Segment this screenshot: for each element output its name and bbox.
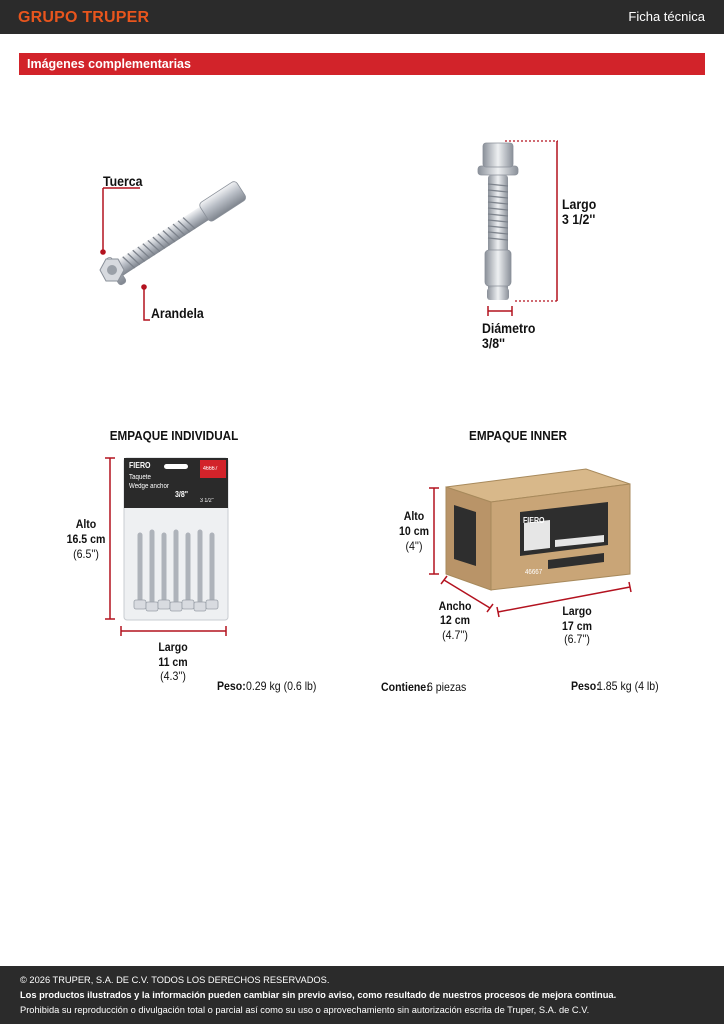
diameter-value: 3/8'' [482, 335, 505, 351]
footer [0, 966, 724, 1024]
brand-logo: GRUPO TRUPER [18, 9, 150, 26]
section-title: Imágenes complementarias [27, 57, 191, 71]
bag-length: 3 1/2" [200, 498, 214, 504]
inner-length-label: Largo [562, 604, 592, 618]
inner-length-metric: 17 cm [562, 619, 592, 633]
bag-name: Taquete [129, 474, 151, 481]
footer-prohibition: Prohibida su reproducción o divulgación total o parcial así como su uso o aprovechamiento sin autorización escrita de Truper, S.A. de C.V. [20, 1005, 590, 1015]
length-label: Largo [562, 196, 597, 212]
footer-copyright: © 2026 TRUPER, S.A. DE C.V. TODOS LOS DERECHOS RESERVADOS. [20, 975, 330, 985]
inner-weight-label: Peso: [571, 679, 600, 693]
nut-label: Tuerca [103, 173, 143, 189]
individual-height-label: Alto [75, 517, 97, 531]
footer-notice: Los productos ilustrados y la información pueden cambiar sin previo aviso, como resultado de nuestros procesos de mejora continua. [20, 990, 617, 1000]
diameter-label: Diámetro [482, 320, 536, 336]
inner-package-heading: EMPAQUE INNER [469, 428, 567, 443]
individual-length-label: Largo [158, 640, 188, 654]
inner-height-label: Alto [403, 509, 425, 523]
bag-size: 3/8" [175, 490, 189, 499]
inner-contains-label: Contiene: [381, 680, 430, 694]
bag-name-english: Wedge anchor [129, 483, 169, 490]
bag-code: 46667 [203, 466, 218, 472]
individual-weight-label: Peso: [217, 679, 246, 693]
washer-label: Arandela [151, 305, 204, 321]
individual-height-imperial: (6.5'') [73, 547, 99, 561]
inner-weight-value: 1.85 kg (4 lb) [597, 679, 659, 693]
inner-width-imperial: (4.7'') [442, 628, 468, 642]
box-code: 46667 [525, 569, 543, 576]
inner-width-label: Ancho [438, 599, 472, 613]
inner-height-metric: 10 cm [399, 524, 429, 538]
individual-length-imperial: (4.3'') [160, 669, 186, 683]
inner-length-imperial: (6.7'') [564, 632, 590, 646]
individual-length-metric: 11 cm [158, 655, 188, 669]
length-value: 3 1/2'' [562, 211, 596, 227]
inner-contains-value: 6 piezas [427, 680, 467, 694]
individual-height-metric: 16.5 cm [66, 532, 106, 546]
page-type: Ficha técnica [628, 9, 705, 24]
individual-package-heading: EMPAQUE INDIVIDUAL [109, 428, 239, 443]
bag-brand: FIERO [129, 461, 151, 470]
box-brand: FIERO [523, 516, 545, 525]
individual-weight-value: 0.29 kg (0.6 lb) [246, 679, 317, 693]
inner-height-imperial: (4'') [405, 539, 423, 553]
inner-width-metric: 12 cm [440, 613, 470, 627]
